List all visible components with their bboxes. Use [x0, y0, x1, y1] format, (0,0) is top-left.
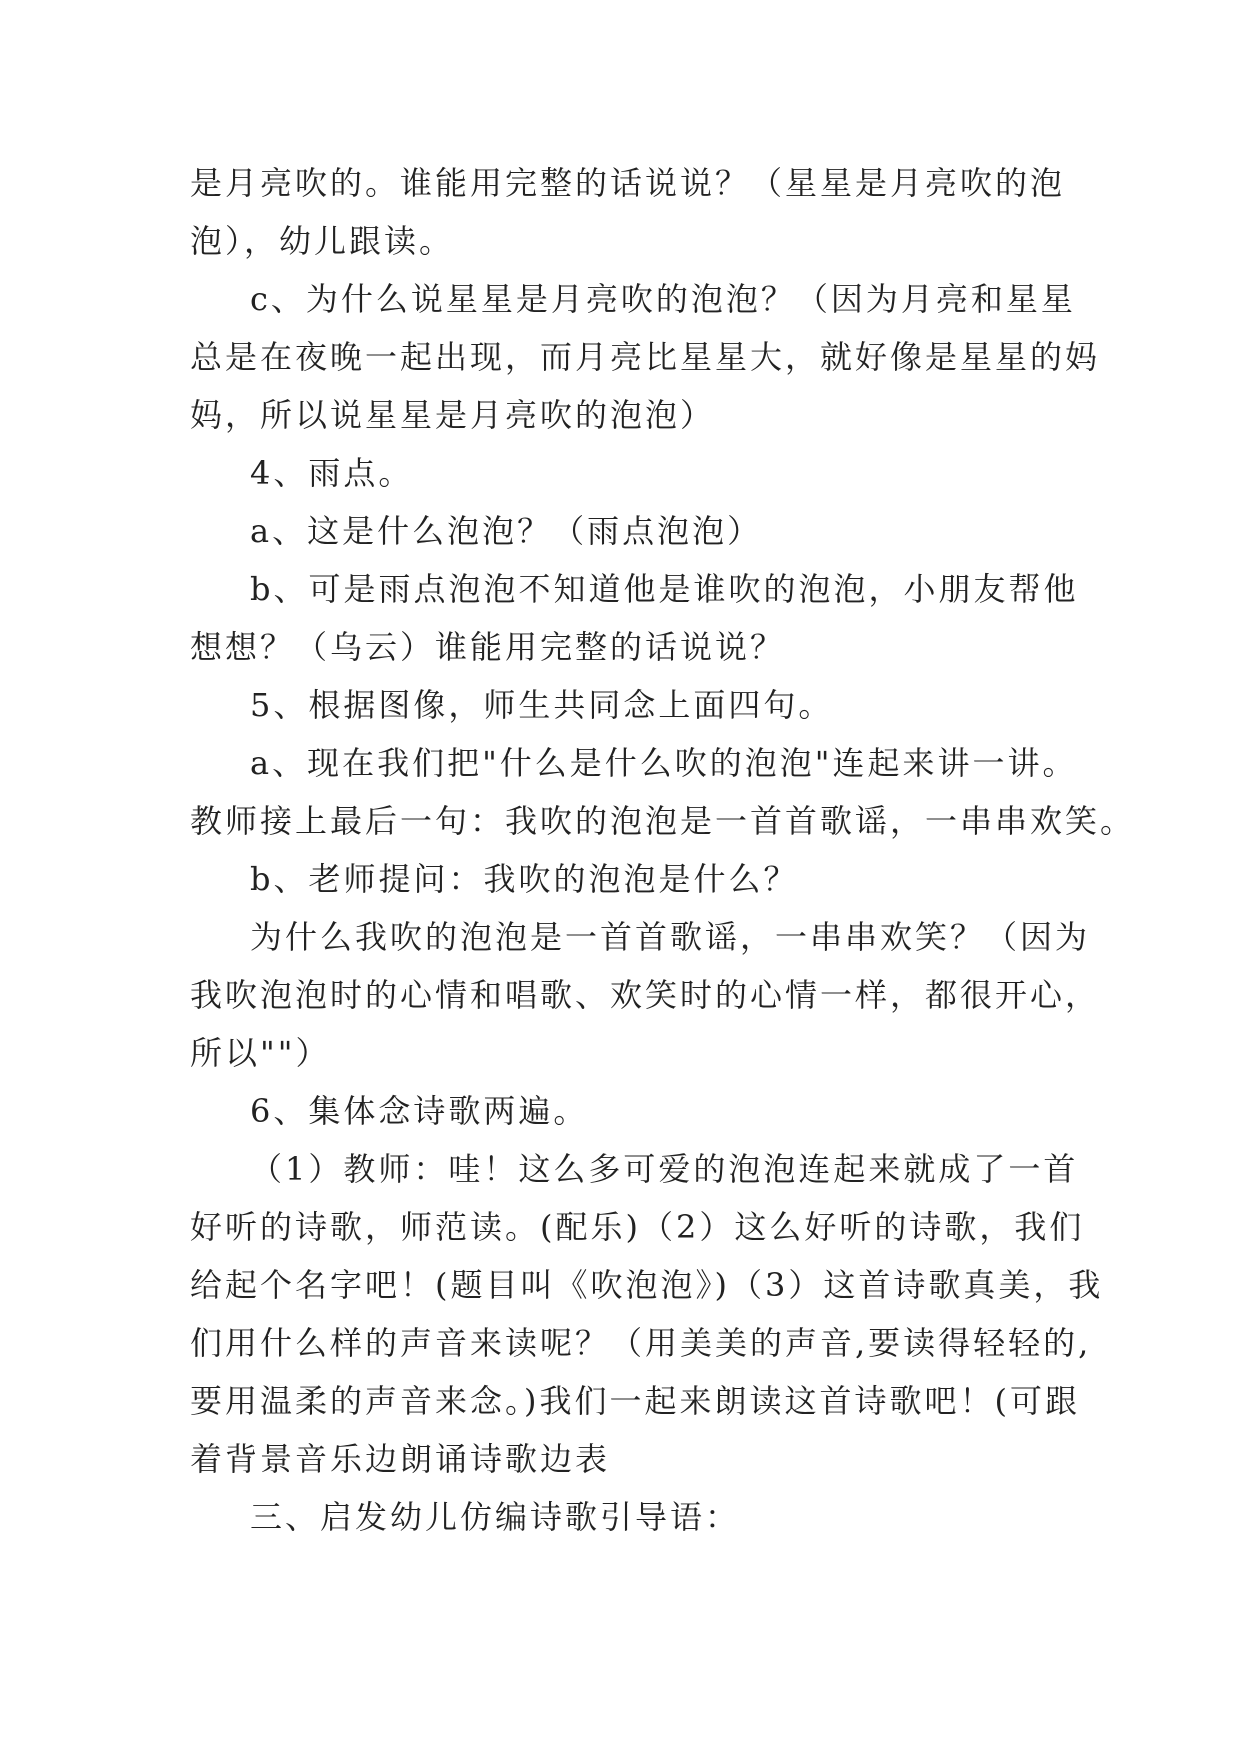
text-line: b、老师提问：我吹的泡泡是什么？: [250, 860, 799, 898]
text-line: 为什么我吹的泡泡是一首首歌谣，一串串欢笑？（因为: [250, 918, 1091, 956]
text-line: 着背景音乐边朗诵诗歌边表: [190, 1440, 611, 1478]
text-line: 4、雨点。: [250, 454, 414, 492]
text-line: 三、启发幼儿仿编诗歌引导语：: [250, 1498, 741, 1536]
paragraph-3: [190, 444, 1050, 502]
paragraph-10: [190, 1082, 1050, 1140]
paragraph-9: [190, 908, 1101, 1082]
text-line: （1）教师：哇！这么多可爱的泡泡连起来就成了一首: [250, 1150, 1079, 1188]
text-line: b、可是雨点泡泡不知道他是谁吹的泡泡，小朋友帮他: [250, 570, 1079, 608]
text-line: a、这是什么泡泡？（雨点泡泡）: [250, 512, 763, 550]
paragraph-1: [190, 154, 1066, 270]
paragraph-2: [190, 270, 1101, 444]
text-line: 我吹泡泡时的心情和唱歌、欢笑时的心情一样，都很开心，: [190, 976, 1101, 1014]
text-line: c、为什么说星星是月亮吹的泡泡？（因为月亮和星星: [250, 280, 1076, 318]
text-line: 给起个名字吧！(题目叫《吹泡泡》)（3）这首诗歌真美，我: [190, 1266, 1104, 1304]
paragraph-4: [190, 502, 1050, 560]
text-line: 6、集体念诗歌两遍。: [250, 1092, 589, 1130]
paragraph-5: [190, 560, 1079, 676]
paragraph-12: [190, 1488, 1050, 1546]
paragraph-7: [190, 734, 1136, 850]
paragraph-6: [190, 676, 1050, 734]
text-line: 泡），幼儿跟读。: [190, 222, 455, 260]
text-line: 们用什么样的声音来读呢？（用美美的声音,要读得轻轻的,: [190, 1324, 1092, 1362]
text-line: a、现在我们把"什么是什么吹的泡泡"连起来讲一讲。: [250, 744, 1078, 782]
document-page: [190, 154, 1136, 1546]
text-line: 好听的诗歌，师范读。(配乐)（2）这么好听的诗歌，我们: [190, 1208, 1085, 1246]
paragraph-8: [190, 850, 1050, 908]
text-line: 总是在夜晚一起出现，而月亮比星星大，就好像是星星的妈: [190, 338, 1101, 376]
text-line: 所以""）: [190, 1034, 331, 1072]
text-line: 妈，所以说星星是月亮吹的泡泡）: [190, 396, 716, 434]
text-line: 教师接上最后一句：我吹的泡泡是一首首歌谣，一串串欢笑。: [190, 802, 1136, 840]
text-line: 想想？（乌云）谁能用完整的话说说？: [190, 628, 786, 666]
text-line: 要用温柔的声音来念。)我们一起来朗读这首诗歌吧！(可跟: [190, 1382, 1080, 1420]
text-line: 5、根据图像，师生共同念上面四句。: [250, 686, 834, 724]
text-line: 是月亮吹的。谁能用完整的话说说？（星星是月亮吹的泡: [190, 164, 1066, 202]
paragraph-11: [190, 1140, 1104, 1488]
